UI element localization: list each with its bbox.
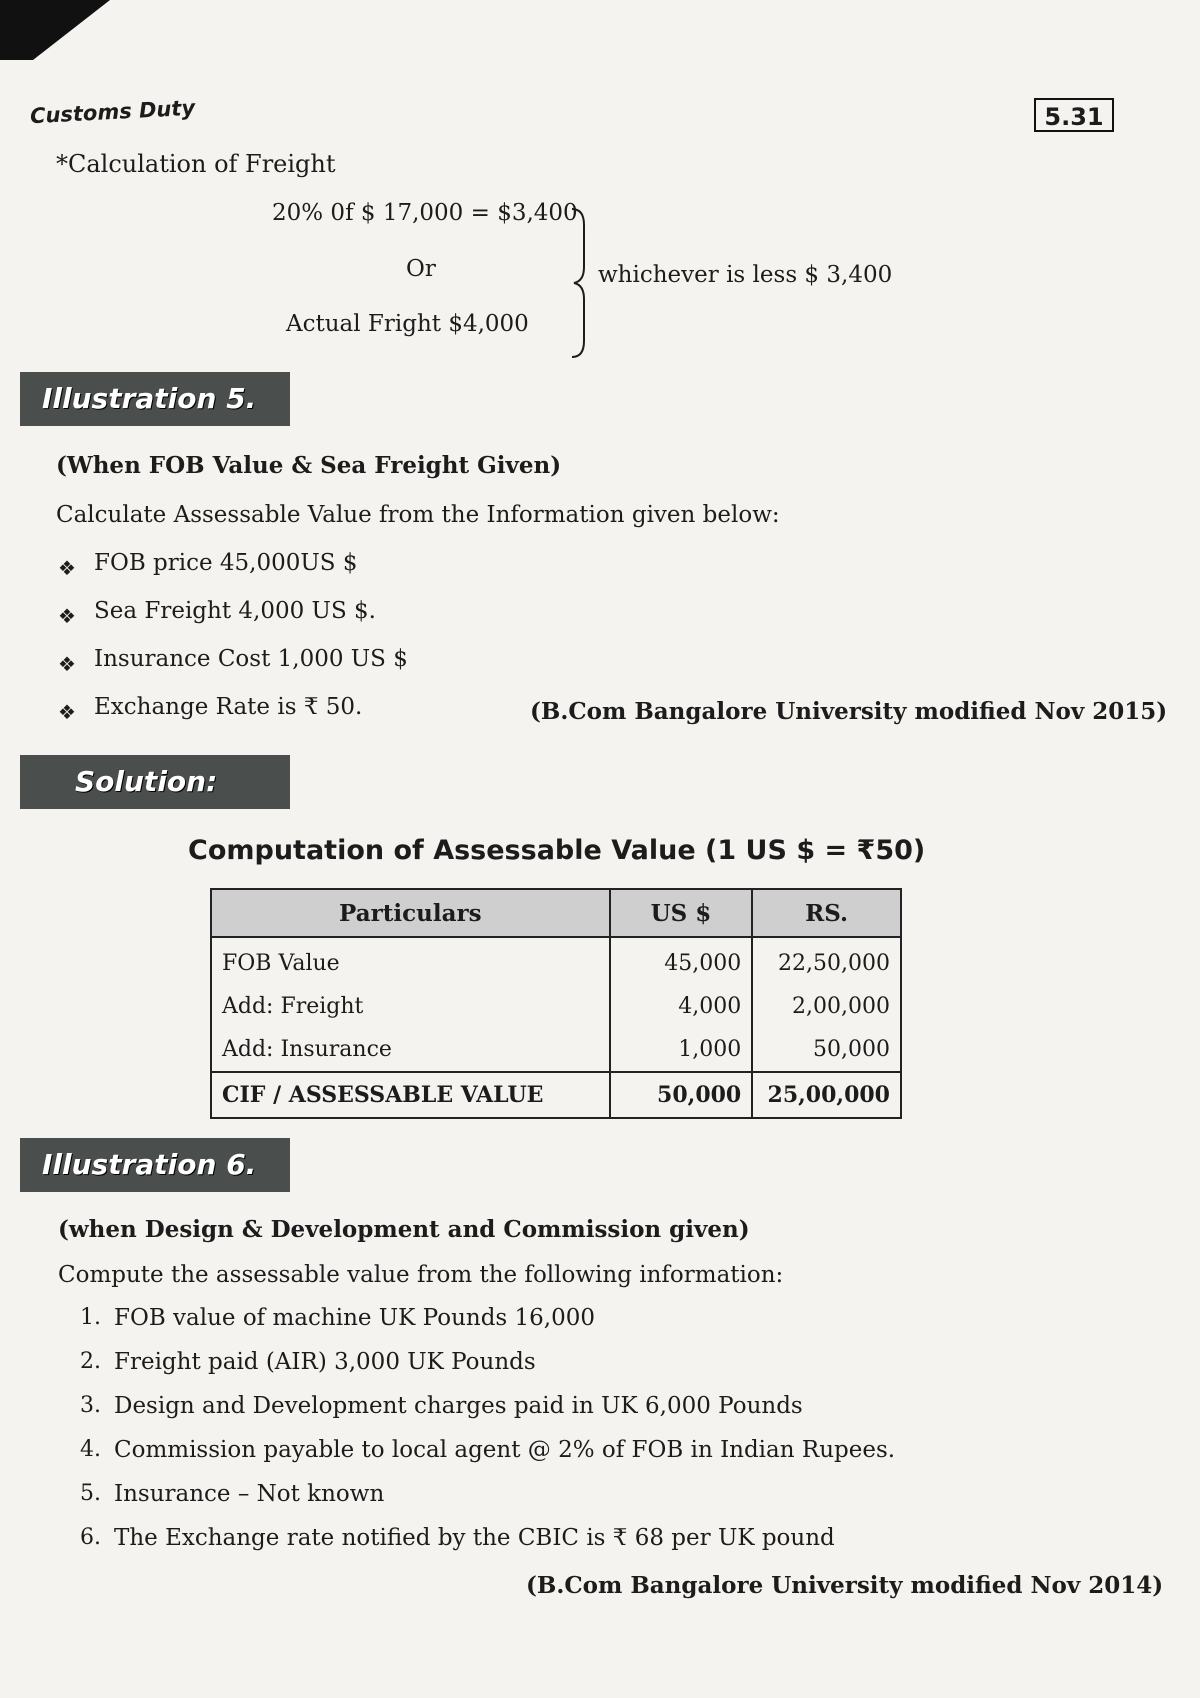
table-cell: 45,000 [610, 937, 753, 985]
list-item: Sea Freight 4,000 US $. [94, 598, 376, 624]
illustration-6-source: (B.Com Bangalore University modified Nov 2014) [526, 1572, 1164, 1599]
table-total-row [211, 1072, 901, 1118]
list-item: Insurance – Not known [114, 1481, 385, 1507]
list-number: 6. [80, 1525, 101, 1550]
table-cell: 25,00,000 [752, 1072, 901, 1118]
illustration-5-banner: Illustration 5. [20, 372, 290, 426]
solution-banner: Solution: [20, 755, 290, 809]
assessable-value-table [210, 888, 902, 1119]
table-cell: 4,000 [610, 985, 753, 1028]
list-item: Freight paid (AIR) 3,000 UK Pounds [114, 1349, 536, 1375]
bullet-icon: ❖ [58, 652, 76, 676]
table-row [211, 937, 901, 985]
list-number: 3. [80, 1393, 101, 1418]
bullet-icon: ❖ [58, 604, 76, 628]
list-item: Exchange Rate is ₹ 50. [94, 694, 363, 720]
list-number: 4. [80, 1437, 101, 1462]
list-item: Insurance Cost 1,000 US $ [94, 646, 408, 672]
illustration-5-source: (B.Com Bangalore University modified Nov 2015) [530, 698, 1168, 725]
table-cell: CIF / ASSESSABLE VALUE [211, 1072, 610, 1118]
freight-calc-title: *Calculation of Freight [56, 150, 336, 178]
table-cell: 2,00,000 [752, 985, 901, 1028]
table-row [211, 1028, 901, 1072]
column-header: Particulars [211, 889, 610, 937]
illustration-6-banner: Illustration 6. [20, 1138, 290, 1192]
table-row [211, 985, 901, 1028]
bullet-icon: ❖ [58, 700, 76, 724]
table-cell: 50,000 [752, 1028, 901, 1072]
illustration-6-question: Compute the assessable value from the following information: [58, 1262, 784, 1288]
list-item: FOB price 45,000US $ [94, 550, 358, 576]
bullet-icon: ❖ [58, 556, 76, 580]
table-cell: 1,000 [610, 1028, 753, 1072]
freight-calc-or: Or [406, 256, 436, 282]
list-item: Commission payable to local agent @ 2% of FOB in Indian Rupees. [114, 1437, 896, 1463]
page-corner-shadow [0, 0, 110, 60]
chapter-title: Customs Duty [29, 95, 196, 129]
table-cell: Add: Freight [211, 985, 610, 1028]
illustration-5-subtitle: (When FOB Value & Sea Freight Given) [56, 452, 562, 479]
illustration-5-question: Calculate Assessable Value from the Information given below: [56, 502, 780, 528]
page-number: 5.31 [1034, 98, 1114, 132]
table-cell: Add: Insurance [211, 1028, 610, 1072]
freight-calc-line1: 20% 0f $ 17,000 = $3,400 [272, 200, 578, 226]
list-number: 5. [80, 1481, 101, 1506]
curly-brace-icon [570, 205, 588, 360]
table-cell: 22,50,000 [752, 937, 901, 985]
table-header-row [211, 889, 901, 937]
column-header: US $ [610, 889, 753, 937]
list-item: Design and Development charges paid in UK 6,000 Pounds [114, 1393, 803, 1419]
freight-calc-line2: Actual Fright $4,000 [286, 311, 529, 337]
list-number: 2. [80, 1349, 101, 1374]
list-number: 1. [80, 1305, 101, 1330]
table-cell: FOB Value [211, 937, 610, 985]
list-item: The Exchange rate notified by the CBIC is ₹ 68 per UK pound [114, 1525, 835, 1551]
table-title: Computation of Assessable Value (1 US $ = ₹50) [188, 835, 926, 866]
freight-calc-result: whichever is less $ 3,400 [598, 262, 893, 288]
table-cell: 50,000 [610, 1072, 753, 1118]
list-item: FOB value of machine UK Pounds 16,000 [114, 1305, 596, 1331]
illustration-6-subtitle: (when Design & Development and Commission given) [58, 1216, 750, 1243]
column-header: RS. [752, 889, 901, 937]
